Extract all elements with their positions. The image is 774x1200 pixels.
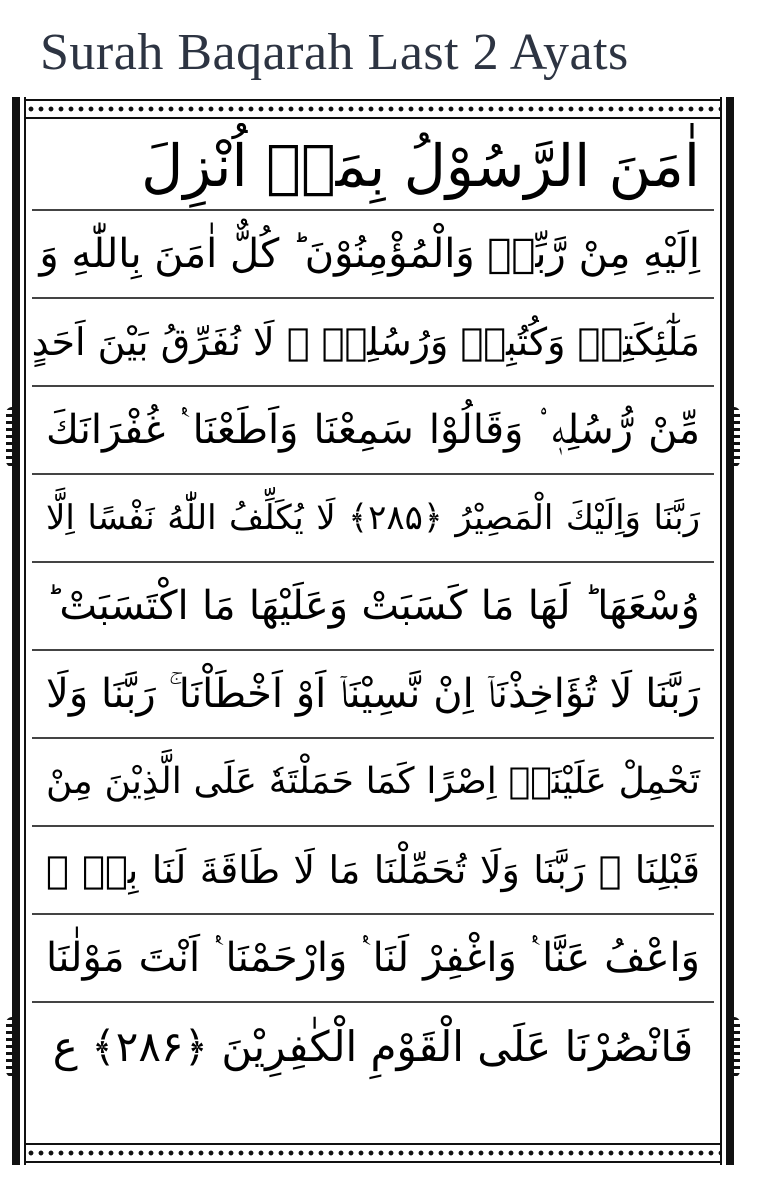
top-ornament-band xyxy=(26,99,720,119)
bottom-ornament-band xyxy=(26,1143,720,1163)
frame-right-border xyxy=(726,97,734,1165)
verse-text: قَبْلِنَا ۚ رَبَّنَا وَلَا تُحَمِّلْنَا مَا لَا طَاقَةَ لَنَا بِهٖ ۚ xyxy=(46,848,700,892)
frame-left-inner-border xyxy=(24,97,26,1165)
verse-text: وُسْعَهَا ؕ لَهَا مَا كَسَبَتْ وَعَلَيْهَا مَا اكْتَسَبَتْ ؕ xyxy=(46,583,700,629)
verse-line xyxy=(32,299,714,387)
verse-line xyxy=(32,211,714,299)
page-title: Surah Baqarah Last 2 Ayats xyxy=(40,24,629,81)
verse-line xyxy=(32,387,714,475)
verse-text: فَانْصُرْنَا عَلَى الْقَوْمِ الْكٰفِرِيْنَ ﴿۲۸۶﴾ ع xyxy=(52,1022,694,1071)
side-ornament-icon xyxy=(726,1017,740,1077)
verse-text: وَاعْفُ عَنَّا ٝ وَاغْفِرْ لَنَا ٝ وَارْحَمْنَا ٝ اَنْتَ مَوْلٰنَا xyxy=(46,935,700,981)
verse-text: اِلَيْهِ مِنْ رَّبِّهٖ وَالْمُؤْمِنُوْنَ ؕ كُلٌّ اٰمَنَ بِاللّٰهِ وَ xyxy=(39,231,700,277)
side-ornament-icon xyxy=(6,407,20,467)
verse-line xyxy=(32,651,714,739)
mushaf-page-frame xyxy=(12,97,734,1165)
verse-text: رَبَّنَا وَاِلَيْكَ الْمَصِيْرُ ﴿۲۸۵﴾ لَا يُكَلِّفُ اللّٰهُ نَفْسًا اِلَّا xyxy=(46,498,701,538)
verse-line xyxy=(32,563,714,651)
verse-line xyxy=(32,123,714,211)
verse-lines xyxy=(32,123,714,1139)
side-ornament-icon xyxy=(726,407,740,467)
verse-text: مِّنْ رُّسُلِهٖ ۟ وَقَالُوْا سَمِعْنَا وَاَطَعْنَا ٝ غُفْرَانَكَ xyxy=(46,407,700,453)
verse-text: اٰمَنَ الرَّسُوْلُ بِمَاۤ اُنْزِلَ xyxy=(141,132,700,200)
verse-line xyxy=(32,1003,714,1091)
verse-line xyxy=(32,475,714,563)
frame-left-border xyxy=(12,97,20,1165)
verse-text: مَلٰٓئِكَتِهٖ وَكُتُبِهٖ وَرُسُلِهٖ ۟ لَا نُفَرِّقُ بَيْنَ اَحَدٍ xyxy=(32,320,700,364)
verse-text: رَبَّنَا لَا تُؤَاخِذْنَاۤ اِنْ نَّسِيْنَاۤ اَوْ اَخْطَاْنَا ۚ رَبَّنَا وَلَا xyxy=(46,671,700,717)
verse-line xyxy=(32,915,714,1003)
frame-right-inner-border xyxy=(720,97,722,1165)
verse-text: تَحْمِلْ عَلَيْنَاۤ اِصْرًا كَمَا حَمَلْتَهٗ عَلَى الَّذِيْنَ مِنْ xyxy=(46,761,700,802)
verse-line xyxy=(32,739,714,827)
side-ornament-icon xyxy=(6,1017,20,1077)
verse-line xyxy=(32,827,714,915)
